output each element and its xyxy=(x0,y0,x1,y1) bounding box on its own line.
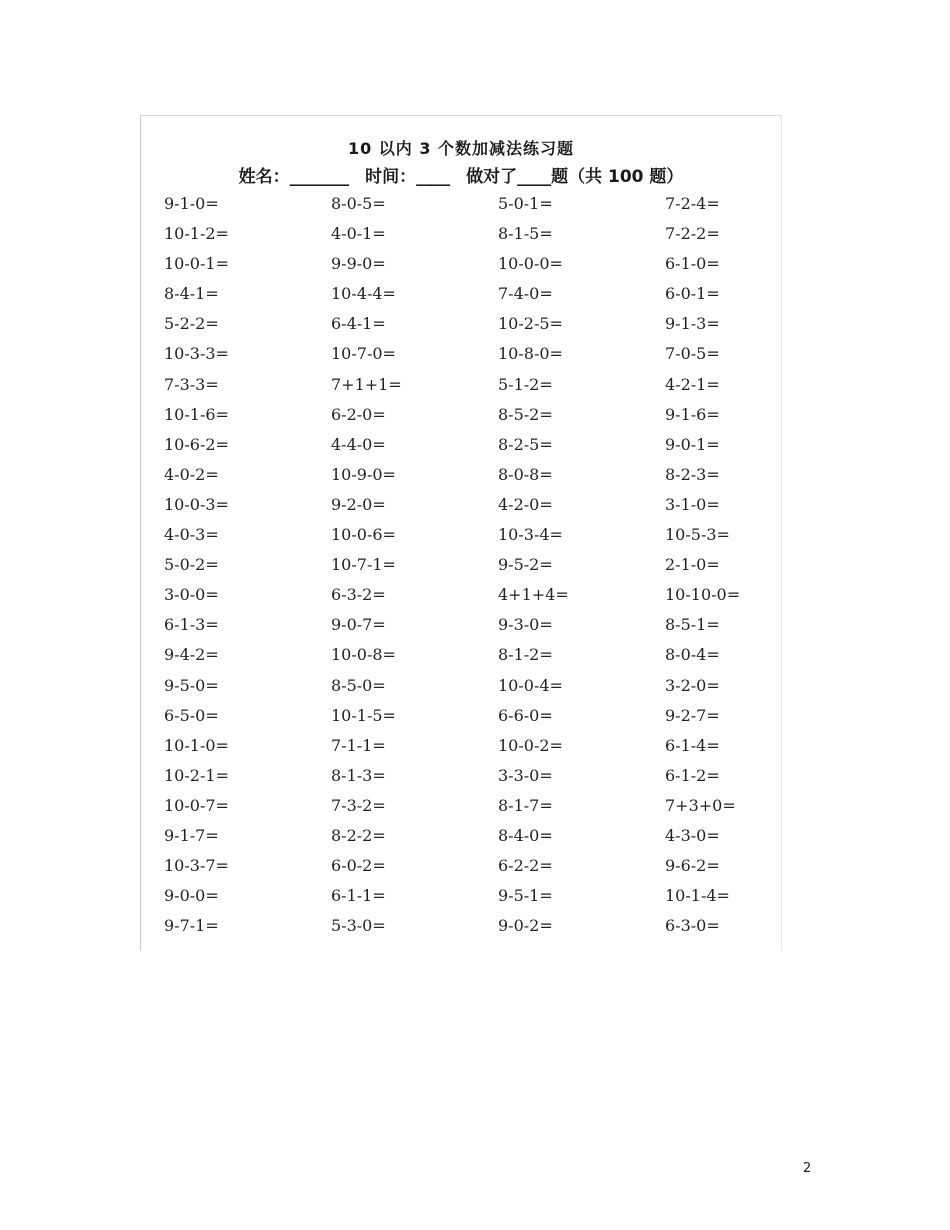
problem-item: 3-1-0= xyxy=(665,494,720,514)
worksheet-header xyxy=(141,162,781,187)
problem-item: 10-1-6= xyxy=(164,404,229,424)
problem-item: 7-2-4= xyxy=(665,194,720,213)
problem-item: 6-1-1= xyxy=(331,886,386,906)
problem-item: 7-3-2= xyxy=(331,795,386,815)
problem-item: 9-5-2= xyxy=(498,555,553,575)
problem-item: 10-6-2= xyxy=(164,434,229,454)
page-number: 2 xyxy=(803,1161,812,1176)
problem-item: 10-1-0= xyxy=(164,735,229,755)
problem-item: 4-2-1= xyxy=(665,374,720,394)
problem-item: 9-5-0= xyxy=(164,675,219,695)
problem-item: 5-3-0= xyxy=(331,916,386,936)
problem-item: 4-0-2= xyxy=(164,464,219,484)
problem-item: 2-1-0= xyxy=(665,555,720,575)
problem-item: 8-4-0= xyxy=(498,825,553,845)
problem-item: 9-1-0= xyxy=(164,194,219,213)
problem-item: 6-3-0= xyxy=(665,916,720,936)
problem-item: 6-1-3= xyxy=(164,615,219,635)
problem-item: 8-0-5= xyxy=(331,194,386,213)
problem-item: 10-3-7= xyxy=(164,856,229,876)
problem-item: 7-0-5= xyxy=(665,344,720,364)
problem-item: 8-2-3= xyxy=(665,464,720,484)
problem-item: 6-5-0= xyxy=(164,705,219,725)
problem-item: 9-9-0= xyxy=(331,254,386,274)
problem-item: 8-5-0= xyxy=(331,675,386,695)
problem-item: 10-8-0= xyxy=(498,344,563,364)
problem-item: 10-1-2= xyxy=(164,224,229,244)
problem-item: 10-3-4= xyxy=(498,525,563,545)
problem-item: 8-1-7= xyxy=(498,795,553,815)
problem-item: 9-3-0= xyxy=(498,615,553,635)
problem-item: 9-1-6= xyxy=(665,404,720,424)
problem-grid xyxy=(164,193,764,945)
problem-item: 9-5-1= xyxy=(498,886,553,906)
problem-item: 4-4-0= xyxy=(331,434,386,454)
problem-item: 10-0-6= xyxy=(331,525,396,545)
problem-item: 4+1+4= xyxy=(498,585,569,605)
problem-item: 8-5-1= xyxy=(665,615,720,635)
problem-item: 3-3-0= xyxy=(498,765,553,785)
problem-item: 8-1-2= xyxy=(498,645,553,665)
problem-item: 8-1-5= xyxy=(498,224,553,244)
problem-item: 9-0-1= xyxy=(665,434,720,454)
problem-item: 10-0-2= xyxy=(498,735,563,755)
problem-item: 4-2-0= xyxy=(498,494,553,514)
problem-item: 9-6-2= xyxy=(665,856,720,876)
problem-item: 10-3-3= xyxy=(164,344,229,364)
problem-item: 10-7-0= xyxy=(331,344,396,364)
problem-item: 7-2-2= xyxy=(665,224,720,244)
problem-item: 4-0-3= xyxy=(164,525,219,545)
problem-item: 8-0-8= xyxy=(498,464,553,484)
problem-item: 10-0-0= xyxy=(498,254,563,274)
problem-item: 9-0-2= xyxy=(498,916,553,936)
problem-item: 6-3-2= xyxy=(331,585,386,605)
problem-item: 10-2-5= xyxy=(498,314,563,334)
problem-item: 7-1-1= xyxy=(331,735,386,755)
problem-item: 6-1-2= xyxy=(665,765,720,785)
problem-item: 7+1+1= xyxy=(331,374,402,394)
problem-item: 10-4-4= xyxy=(331,284,396,304)
problem-item: 9-0-0= xyxy=(164,886,219,906)
problem-item: 8-2-2= xyxy=(331,825,386,845)
problem-item: 8-0-4= xyxy=(665,645,720,665)
problem-item: 10-0-7= xyxy=(164,795,229,815)
problem-item: 7-4-0= xyxy=(498,284,553,304)
problem-item: 9-2-0= xyxy=(331,494,386,514)
problem-item: 10-0-4= xyxy=(498,675,563,695)
problem-item: 10-7-1= xyxy=(331,555,396,575)
problem-item: 6-0-2= xyxy=(331,856,386,876)
correct-suffix: 题（共 100 题） xyxy=(551,167,684,187)
problem-item: 9-7-1= xyxy=(164,916,219,936)
problem-item: 4-0-1= xyxy=(331,224,386,244)
problem-item: 10-10-0= xyxy=(665,585,741,605)
problem-item: 8-2-5= xyxy=(498,434,553,454)
problem-item: 3-0-0= xyxy=(164,585,219,605)
problem-item: 9-0-7= xyxy=(331,615,386,635)
name-label: 姓名： xyxy=(238,167,290,187)
problem-item: 5-0-1= xyxy=(498,194,553,213)
problem-item: 6-1-4= xyxy=(665,735,720,755)
problem-item: 10-0-1= xyxy=(164,254,229,274)
problem-item: 9-1-3= xyxy=(665,314,720,334)
problem-item: 10-2-1= xyxy=(164,765,229,785)
problem-item: 8-1-3= xyxy=(331,765,386,785)
time-blank: ____ xyxy=(416,167,451,187)
problem-item: 5-1-2= xyxy=(498,374,553,394)
problem-item: 4-3-0= xyxy=(665,825,720,845)
problem-item: 8-4-1= xyxy=(164,284,219,304)
problem-item: 6-2-0= xyxy=(331,404,386,424)
problem-item: 10-5-3= xyxy=(665,525,730,545)
problem-item: 9-4-2= xyxy=(164,645,219,665)
problem-item: 7+3+0= xyxy=(665,795,736,815)
problem-item: 9-2-7= xyxy=(665,705,720,725)
worksheet-title: 10 以内 3 个数加减法练习题 xyxy=(347,139,575,158)
correct-label: 做对了 xyxy=(466,167,518,187)
problem-item: 6-6-0= xyxy=(498,705,553,725)
problem-item: 6-4-1= xyxy=(331,314,386,334)
problem-item: 3-2-0= xyxy=(665,675,720,695)
problem-item: 6-1-0= xyxy=(665,254,720,274)
problem-item: 10-1-5= xyxy=(331,705,396,725)
problem-item: 5-0-2= xyxy=(164,555,219,575)
problem-item: 10-0-3= xyxy=(164,494,229,514)
problem-item: 6-0-1= xyxy=(665,284,720,304)
problem-item: 5-2-2= xyxy=(164,314,219,334)
problem-item: 7-3-3= xyxy=(164,374,219,394)
problem-item: 8-5-2= xyxy=(498,404,553,424)
problem-item: 9-1-7= xyxy=(164,825,219,845)
name-blank: _______ xyxy=(289,167,350,187)
problem-item: 6-2-2= xyxy=(498,856,553,876)
worksheet xyxy=(140,115,782,951)
correct-blank: ____ xyxy=(517,167,552,187)
problem-item: 10-0-8= xyxy=(331,645,396,665)
problem-item: 10-1-4= xyxy=(665,886,730,906)
problem-item: 10-9-0= xyxy=(331,464,396,484)
time-label: 时间： xyxy=(365,167,417,187)
